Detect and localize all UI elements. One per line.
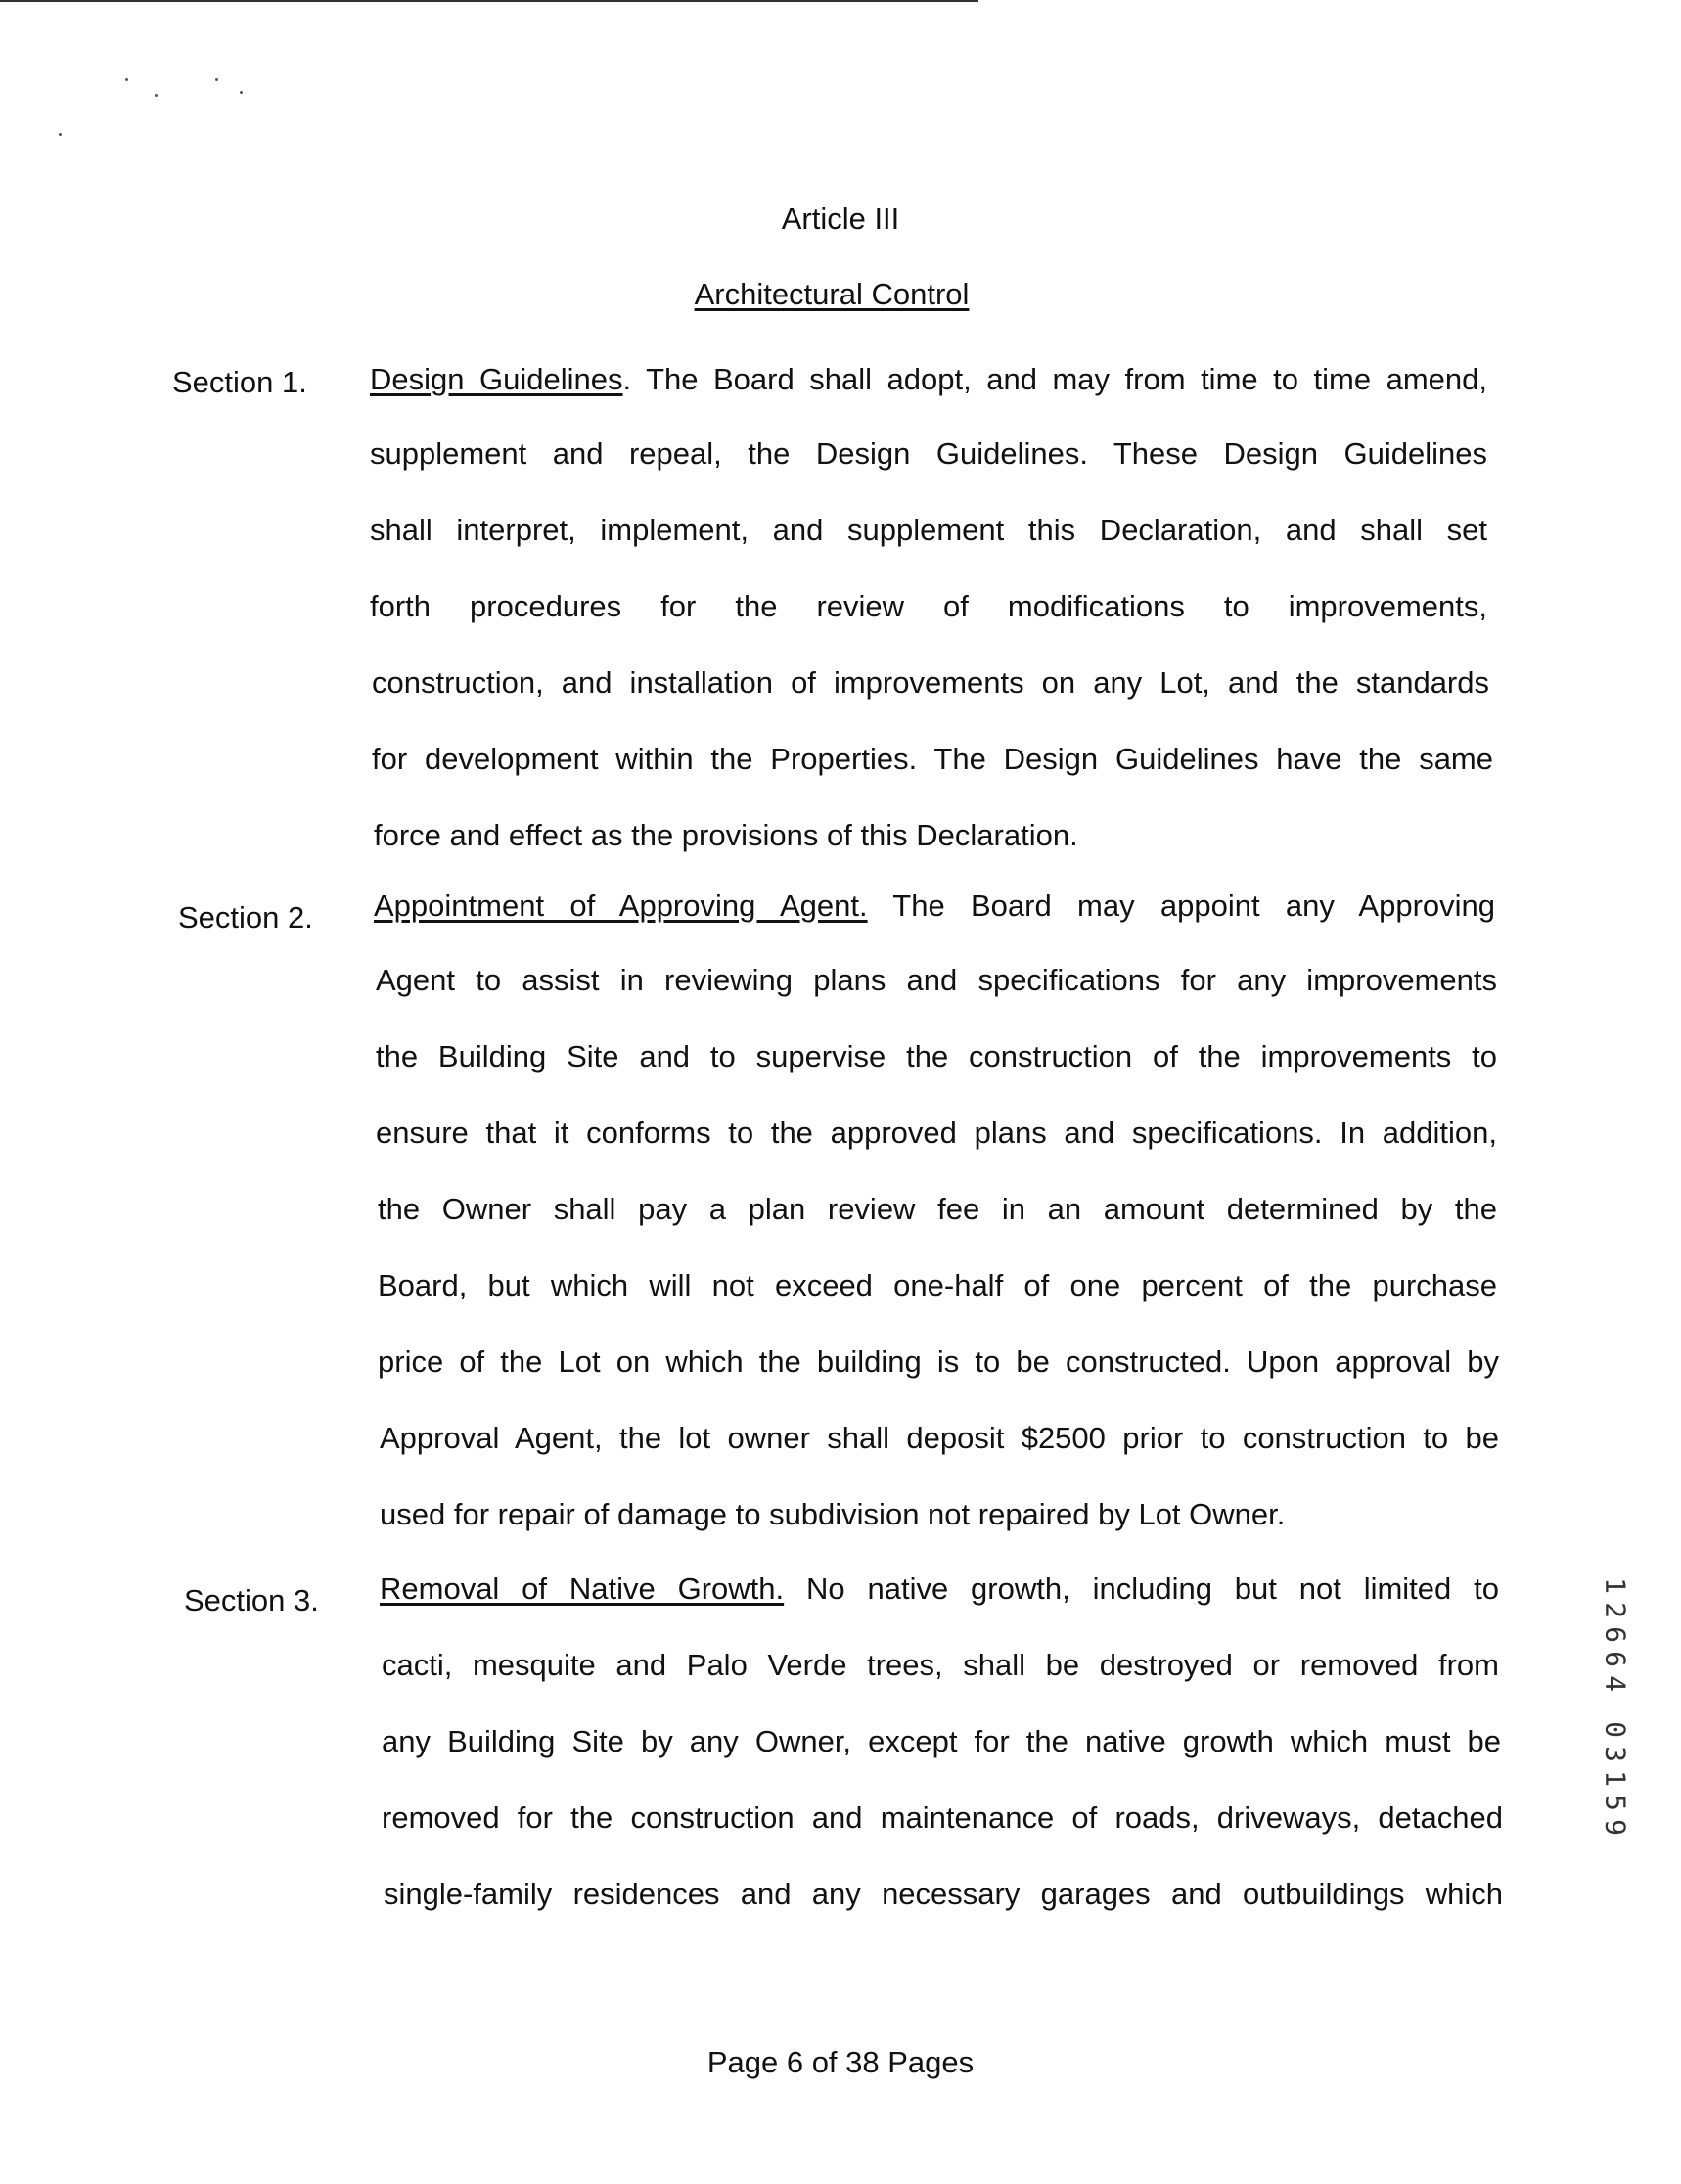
section-3-line: Removal of Native Growth. No native growth, including but not limited to — [380, 1571, 1499, 1606]
section-1-line: for development within the Properties. The Design Guidelines have the same — [372, 742, 1493, 776]
section-1-line: supplement and repeal, the Design Guidelines. These Design Guidelines — [370, 436, 1487, 471]
section-1-label: Section 1. — [172, 365, 307, 399]
article-title: Article III — [781, 202, 900, 236]
section-3-line: any Building Site by any Owner, except for the native growth which must be — [382, 1724, 1501, 1758]
scan-speck — [240, 91, 243, 94]
scan-speck — [215, 78, 218, 81]
section-1-line: Design Guidelines. The Board shall adopt, and may from time to time amend, — [370, 362, 1487, 396]
page-number: Page 6 of 38 Pages — [706, 2045, 975, 2079]
section-2-line: Agent to assist in reviewing plans and specifications for any improvements — [376, 963, 1497, 997]
scan-speck — [155, 94, 158, 97]
section-3-line: removed for the construction and maintenance of roads, driveways, detached — [382, 1800, 1503, 1835]
section-2-line: ensure that it conforms to the approved plans and specifications. In addition, — [376, 1115, 1497, 1150]
article-subtitle: Architectural Control — [694, 277, 970, 311]
section-2-line: Appointment of Approving Agent. The Board may appoint any Approving — [374, 888, 1496, 923]
section-2-label: Section 2. — [178, 900, 313, 934]
section-3-label: Section 3. — [184, 1583, 319, 1617]
section-1-line: forth procedures for the review of modifications to improvements, — [370, 589, 1487, 623]
section-2-line: the Owner shall pay a plan review fee in an amount determined by the — [378, 1192, 1497, 1226]
section-1-line: shall interpret, implement, and supplement this Declaration, and shall set — [370, 513, 1487, 547]
section-1-heading: Design Guidelines — [370, 362, 623, 396]
section-2-heading: Appointment of Approving Agent. — [374, 888, 868, 923]
section-3-line: cacti, mesquite and Palo Verde trees, shall be destroyed or removed from — [382, 1648, 1499, 1682]
section-1-line: force and effect as the provisions of this Declaration. — [374, 818, 1078, 852]
top-scan-edge — [0, 0, 978, 2]
section-2-line: Board, but which will not exceed one-half of one percent of the purchase — [378, 1268, 1497, 1302]
section-3-line: single-family residences and any necessary garages and outbuildings which — [384, 1877, 1503, 1911]
recording-number-stamp: 1 2 6 6 4 0 3 1 5 9 — [1599, 1577, 1632, 1836]
section-3-heading: Removal of Native Growth. — [380, 1571, 785, 1606]
section-2-line: the Building Site and to supervise the construction of the improvements to — [376, 1039, 1497, 1073]
section-2-line: price of the Lot on which the building is to be constructed. Upon approval by — [378, 1344, 1499, 1379]
section-1-line: construction, and installation of improvements on any Lot, and the standards — [372, 665, 1489, 700]
scan-speck — [59, 133, 62, 136]
section-2-line: used for repair of damage to subdivision not repaired by Lot Owner. — [380, 1497, 1286, 1531]
section-2-line: Approval Agent, the lot owner shall deposit $2500 prior to construction to be — [380, 1421, 1499, 1455]
scan-speck — [125, 78, 128, 81]
